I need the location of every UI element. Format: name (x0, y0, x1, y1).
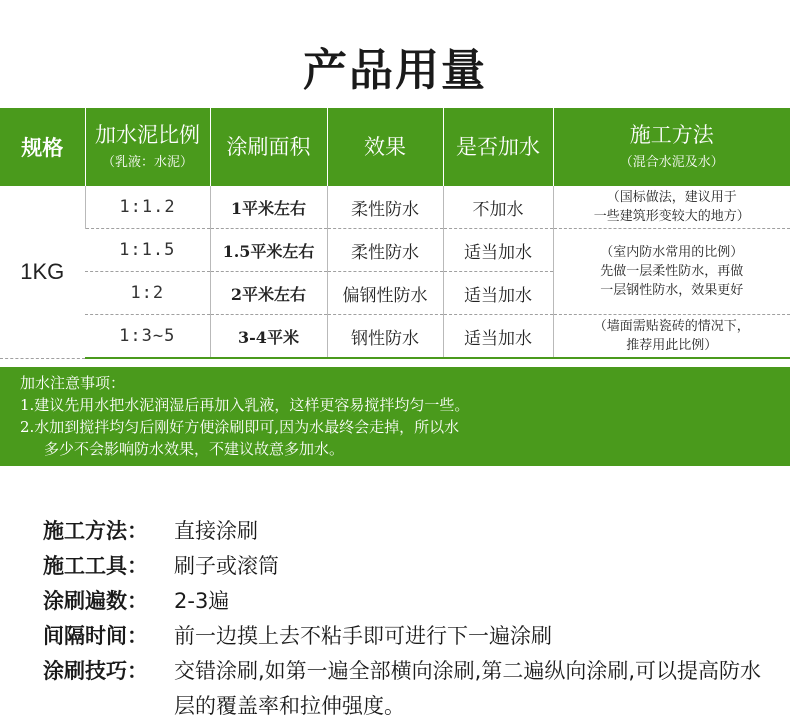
water-cell: 不加水 (443, 186, 553, 229)
info-label: 涂刷技巧： (43, 659, 148, 683)
table-row (0, 229, 790, 272)
info-label: 涂刷遍数： (43, 589, 148, 613)
method-cell: （墙面需贴瓷砖的情况下， 推荐用此比例） (553, 315, 790, 359)
usage-table (0, 108, 790, 359)
header-area: 涂刷面积 (210, 108, 327, 186)
area-cell: 1平米左右 (210, 186, 327, 229)
info-row (43, 584, 763, 619)
area-cell: 1.5平米左右 (210, 229, 327, 272)
info-label: 施工工具： (43, 554, 148, 578)
water-cell: 适当加水 (443, 229, 553, 272)
effect-cell: 偏钢性防水 (327, 272, 443, 315)
water-notes-panel (0, 367, 790, 466)
notes-heading: 加水注意事项： (20, 374, 126, 392)
info-row (43, 654, 763, 724)
spec-cell: 1KG (0, 186, 85, 358)
table-row (0, 315, 790, 359)
effect-cell: 柔性防水 (327, 186, 443, 229)
notes-item: 1.建议先用水把水泥润湿后再加入乳液，这样更容易搅拌均匀一些。 (20, 396, 470, 414)
ratio-cell: 1:2 (85, 272, 210, 315)
effect-cell: 柔性防水 (327, 229, 443, 272)
header-ratio: 加水泥比例 （乳液：水泥） (85, 108, 210, 186)
notes-item: 2.水加到搅拌均匀后刚好方便涂刷即可,因为水最终会走掉，所以水 (20, 418, 460, 436)
info-row (43, 514, 763, 549)
info-label: 间隔时间： (43, 624, 148, 648)
header-spec: 规格 (0, 108, 85, 186)
header-water: 是否加水 (443, 108, 553, 186)
header-method: 施工方法 （混合水泥及水） (553, 108, 790, 186)
area-cell: 3-4平米 (210, 315, 327, 359)
ratio-cell: 1:1.5 (85, 229, 210, 272)
notes-item-continuation: 多少不会影响防水效果，不建议故意多加水。 (44, 440, 345, 458)
page-title: 产品用量 (303, 45, 487, 96)
table-row (0, 186, 790, 229)
method-cell: （国标做法，建议用于 一些建筑形变较大的地方） (553, 186, 790, 229)
effect-cell: 钢性防水 (327, 315, 443, 359)
info-value: 2-3遍 (174, 589, 230, 613)
ratio-cell: 1:3~5 (85, 315, 210, 359)
info-value: 刷子或滚筒 (174, 554, 279, 578)
info-value: 交错涂刷,如第一遍全部横向涂刷,第二遍纵向涂刷,可以提高防水层的覆盖率和拉伸强度。 (174, 659, 762, 718)
construction-info (43, 514, 763, 724)
table-header-row (0, 108, 790, 186)
info-row (43, 549, 763, 584)
method-cell: （室内防水常用的比例） 先做一层柔性防水，再做 一层钢性防水，效果更好 (553, 229, 790, 315)
water-cell: 适当加水 (443, 272, 553, 315)
info-row (43, 619, 763, 654)
info-value: 前一边摸上去不粘手即可进行下一遍涂刷 (174, 624, 552, 648)
info-value: 直接涂刷 (174, 519, 258, 543)
area-cell: 2平米左右 (210, 272, 327, 315)
info-label: 施工方法： (43, 519, 148, 543)
header-effect: 效果 (327, 108, 443, 186)
ratio-cell: 1:1.2 (85, 186, 210, 229)
water-cell: 适当加水 (443, 315, 553, 359)
